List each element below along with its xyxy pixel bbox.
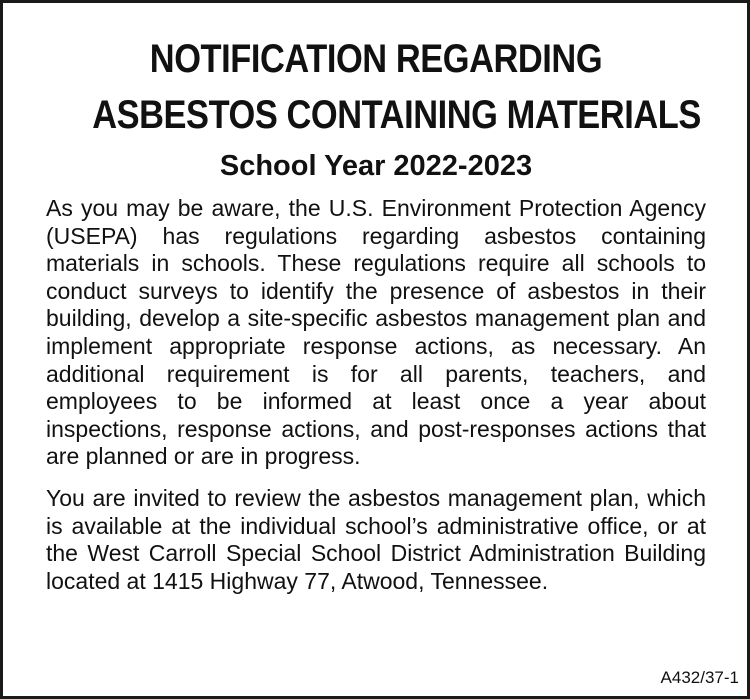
headline-line-1: NOTIFICATION REGARDING	[149, 37, 603, 81]
headline-line-2: ASBESTOS CONTAINING MATERIALS	[92, 93, 701, 137]
body-paragraph-invitation: You are invited to review the asbestos management plan, which is available at the individual school’s administrative office, or at the West Carroll Special School District Administration Building located at 1415 Highway 77, Atwood, Tennessee.	[46, 484, 706, 594]
school-year-subtitle: School Year 2022-2023	[219, 150, 533, 182]
body-paragraph-regulations: As you may be aware, the U.S. Environment Protection Agency (USEPA) has regulations regarding asbestos containing materials in schools. These regulations require all schools to conduct surveys to identify the presence of asbestos in their building, develop a site-specific asbestos management plan and implement appropriate response actions, as necessary. An additional requirement is for all parents, teachers, and employees to be informed at least once a year about inspections, response actions, and post-responses actions that are planned or are in progress.	[46, 195, 706, 470]
notice-headline	[92, 31, 701, 143]
ad-reference-code: A432/37-1	[660, 668, 739, 687]
